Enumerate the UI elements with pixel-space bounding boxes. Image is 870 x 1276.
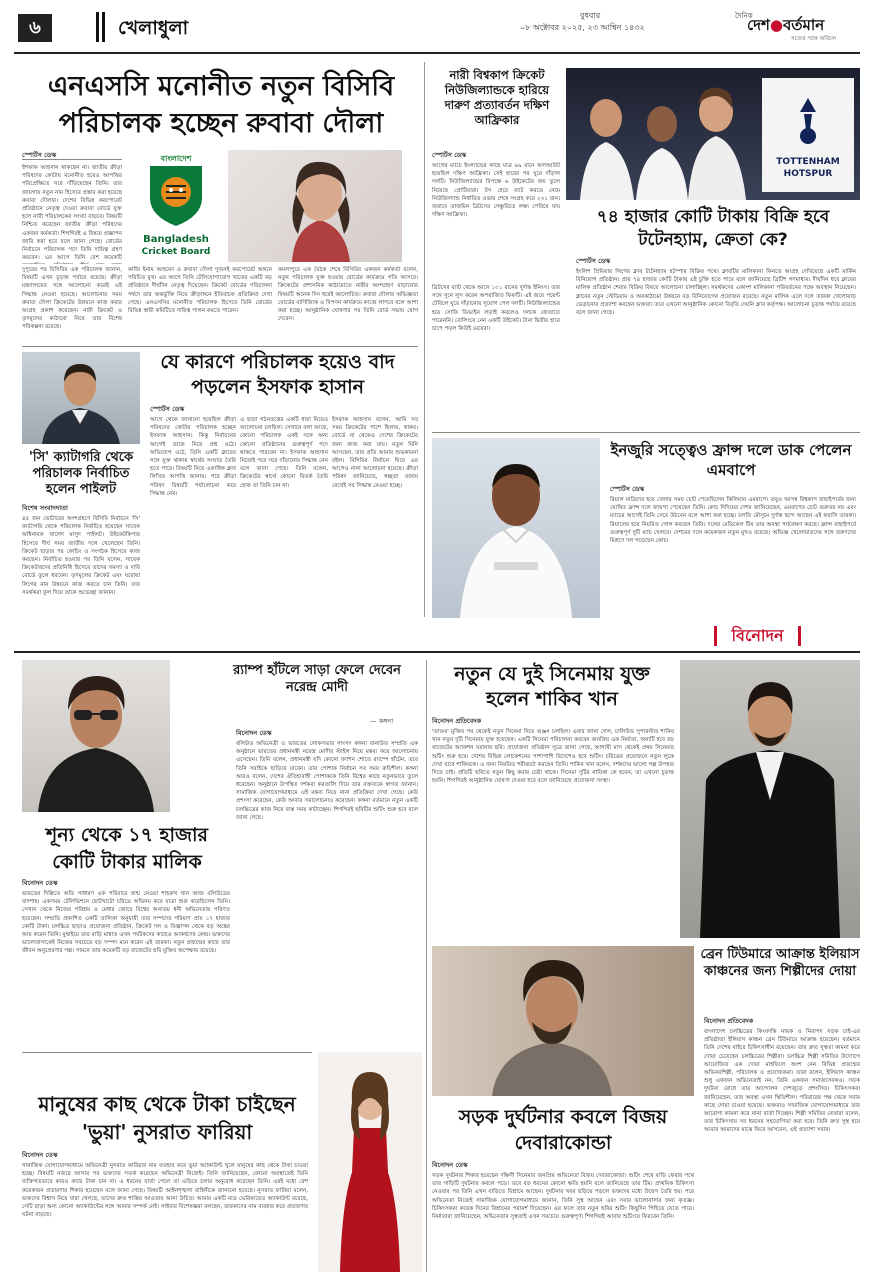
- bcb-logo-image: [128, 150, 224, 262]
- section2-divider: [14, 651, 860, 653]
- story7-byline: বিনোদন ডেস্ক: [236, 729, 272, 737]
- mbappe-photo: [432, 438, 600, 618]
- page-number: ৬: [18, 14, 52, 42]
- bcb-logo-line2: Cricket Board: [141, 247, 211, 257]
- bcb-logo-bn: বাংলাদেশ: [160, 154, 192, 163]
- entertainment-section-title: বিনোদন: [731, 625, 784, 645]
- rubaba-dowla-photo: [228, 150, 402, 262]
- section-bar-right: [798, 626, 801, 646]
- story7-sub: — কঙ্গনা: [370, 717, 394, 725]
- story10-headline: ব্রেন টিউমারে আক্রান্ত ইলিয়াস কাঞ্চনের জন্য শিল্পীদের দোয়া: [700, 947, 860, 979]
- section-bars-icon: [96, 12, 108, 42]
- story2-byline: স্পোর্টস ডেস্ক: [150, 405, 185, 413]
- story5-body: ইংলিশ প্রিমিয়ার লিগের ক্লাব টটেনহ্যাম হটস্পার বিক্রির পথে। ক্লাবটির মালিকানা কিনতে আগ্রহ দেখিয়েছে একটি মার্কিন বিনিয়োগ প্রতিষ্ঠান। প্রায় ৭৪ হাজার কোটি টাকায় এই চুক্তি হতে পারে বলে জানিয়েছে ব্রিটিশ গণমাধ্যম। দীর্ঘদিন ধরে ক্লাবের মালিক প্রতিষ্ঠান শেয়ার বিক্রির বিষয়ে আলোচনা চালাচ্ছিল। সমর্থকদের একাংশ মালিকানা পরিবর্তনের পক্ষে অবস্থান নিয়েছেন। ক্লাবের নতুন স্টেডিয়াম ও অবকাঠামো উন্নয়নে বড় বিনিয়োগের প্রয়োজন রয়েছে। নতুন মালিক এলে দলে তারকা খেলোয়াড় ভেড়ানোর প্রত্যাশা করছেন ভক্তরা। তবে এখনো আনুষ্ঠানিক কোনো বিবৃতি দেয়নি ক্লাব কর্তৃপক্ষ। আলোচনা চূড়ান্ত পর্যায়ে রয়েছে বলে জানা গেছে।: [576, 269, 856, 317]
- story3-headline: 'সি' ক্যাটাগরি থেকে পরিচালক নির্বাচিত হলেন পাইলট: [28, 450, 134, 497]
- story6-body: রিয়াল মাদ্রিদের হয়ে খেলার সময় চোট পেয়েছিলেন কিলিয়ান এমবাপে। তবুও আসন্ন বিশ্বকাপ বাছাইপর্বের জন্য ঘোষিত ফ্রান্স দলে জায়গা পেয়েছেন তিনি। কোচ দিদিয়ের দেশম জানিয়েছেন, এমবাপের চোট গুরুতর নয় এবং ম্যাচের আগেই তিনি সেরে উঠবেন বলে আশা করা হচ্ছে। চলতি মৌসুমে দুর্দান্ত ছন্দে আছেন এই ফরাসি তারকা। রিয়ালের হয়ে নিয়মিত গোল করছেন তিনি। দলের মেডিকেল টিম তার অবস্থা পর্যবেক্ষণ করছে। ফ্রান্স বাছাইপর্বে গুরুত্বপূর্ণ দুটি ম্যাচ খেলবে। দেশমের দলে কয়েকজন নতুন মুখও রয়েছে। অভিজ্ঞ খেলোয়াড়দের সঙ্গে তরুণদের মিশ্রণে দল গড়েছেন কোচ।: [610, 497, 856, 545]
- story1-byline-rule: [22, 159, 122, 160]
- story4-headline: নারী বিশ্বকাপ ক্রিকেট নিউজিল্যান্ডকে হারিয়ে দারুণ প্রত্যাবর্তন দক্ষিণ আফ্রিকার: [444, 68, 550, 127]
- story11-body: সামাজিক যোগাযোগমাধ্যমে অভিনেত্রী নুসরাত ফারিয়ার নাম ব্যবহার করে ভুয়া অ্যাকাউন্ট খুলে মানুষের কাছ থেকে টাকা চাওয়া হচ্ছে। বিষয়টি নজরে আসার পর ভক্তদের সতর্ক করেছেন অভিনেত্রী নিজেই। তিনি জানিয়েছেন, কোনো অবস্থাতেই তিনি ব্যক্তিগতভাবে কারও কাছে টাকা চান না। এ ধরনের বার্তা পেলে তা এড়িয়ে চলার অনুরোধ করেছেন তিনি। এরই মধ্যে বেশ কয়েকজন প্রতারণার শিকার হয়েছেন বলে জানা গেছে। বিষয়টি আইনশৃঙ্খলা বাহিনীকে জানানো হয়েছে। নুসরাত ফারিয়া বলেন, ভক্তদের বিশ্বাস নিয়ে যারা খেলছে, তাদের দ্রুত শাস্তির আওতায় আনা উচিত। আমার একটি মাত্র ভেরিফায়েড অ্যাকাউন্ট রয়েছে, সেটি ছাড়া অন্য কোনো অ্যাকাউন্টের সঙ্গে আমার সম্পর্ক নেই। সাইবার বিশেষজ্ঞরা বলছেন, তারকাদের নাম ব্যবহার করে প্রতারণার ঘটনা বাড়ছে।: [22, 1163, 308, 1219]
- header-date: ০৮ অক্টোবর ২০২৫, ২৩ আশ্বিন ১৪৩২: [520, 23, 645, 32]
- story8-headline: শূন্য থেকে ১৭ হাজার কোটি টাকার মালিক: [45, 824, 208, 873]
- left-mid-rule: [22, 1052, 312, 1053]
- story1-byline: স্পোর্টস ডেস্ক: [22, 151, 57, 159]
- story12-byline: বিনোদন ডেস্ক: [432, 1161, 468, 1169]
- masthead-daily: দৈনিক: [735, 12, 753, 20]
- tottenham-crest-line2: HOTSPUR: [783, 169, 833, 179]
- story8-byline: বিনোদন ডেস্ক: [22, 879, 58, 887]
- story1-col4: কমলাপুরে এক বৈঠক শেষে বিসিবির একজন কর্মকর্তা বলেন, নতুন পরিচালক যুক্ত হওয়ায় বোর্ডের কার্যক্রমে গতি আসবে। ক্রিকেটের প্রশাসনিক কাঠামোতে নারীর অংশগ্রহণ বাড়ানোর বিষয়টি অনেক দিন ধরেই আলোচিত। রুবাবা দৌলার অভিজ্ঞতা বোর্ডের বাণিজ্যিক ও বিপণন কার্যক্রমে কাজে লাগবে বলে আশা করা হচ্ছে। আনুষ্ঠানিক ঘোষণার পর তিনি বোর্ড সভায় যোগ দেবেন।: [278, 267, 418, 323]
- masthead-logo: [735, 8, 865, 48]
- story5-byline: স্পোর্টস ডেস্ক: [576, 257, 611, 265]
- story9-byline: বিনোদন প্রতিবেদক: [432, 717, 482, 725]
- story2-col2: এ ছাড়া গঠনতন্ত্রের একটি ধারা নিয়েও আলোচনা চলছিল। সেখানে বলা আছে, কোনো পরিচালক একই সঙ্গে অন্য কোনো প্রতিষ্ঠানের গুরুত্বপূর্ণ পদে থাকতে পারবেন না। ইসফাক আহসান নিজেই পরে সরে দাঁড়ানোর সিদ্ধান্ত নেন বলে জানা গেছে। তিনি বলেন, ক্রিকেটের স্বার্থে কোনো বিতর্ক তৈরি হোক তা তিনি চান না।: [240, 417, 328, 489]
- masthead-name-a: দেশ: [747, 16, 770, 34]
- shakib-khan-photo: [680, 660, 860, 938]
- story2-col3: ইসফাক আহসান বলেন, আমি সব সময় ক্রিকেটের পাশে ছিলাম, থাকব। বোর্ডে না থেকেও দেশের ক্রিকেটের জন্য কাজ করা যায়। নতুন যিনি আসছেন, তার প্রতি আমার শুভকামনা রইল। বিসিবির নির্বাচন ঘিরে এর আগেও নানা আলোচনা হয়েছে। ক্রীড়া পরিষদ জানিয়েছে, স্বচ্ছতা বজায় রেখেই সব সিদ্ধান্ত নেওয়া হচ্ছে।: [332, 417, 418, 489]
- story6-byline: স্পোর্টস ডেস্ক: [610, 485, 645, 493]
- story7-headline: র‍্যাম্প হাঁটলে সাড়া ফেলে দেবেন নরেন্দ্র মোদী: [233, 663, 401, 695]
- pilot-photo: [22, 352, 140, 444]
- story4-col1: আগের ম্যাচে ইংল্যান্ডের কাছে মাত্র ৬৯ রানে অলআউট হয়েছিল দক্ষিণ আফ্রিকা। সেই হারের পর ঘুরে দাঁড়াল দলটি। নিউজিল্যান্ডের বিপক্ষে ৬ উইকেটের জয় তুলে নিয়েছে প্রোটিয়ারা। টস হেরে ব্যাট করতে নেমে নিউজিল্যান্ড নির্ধারিত ওভার শেষে সংগ্রহ করে ২৩১ রান। জবাবে তাজমিন ব্রিটসের সেঞ্চুরিতে লক্ষ্য পেরিয়ে যায় দক্ষিণ আফ্রিকা।: [432, 163, 560, 219]
- story4-byline: স্পোর্টস ডেস্ক: [432, 151, 467, 159]
- tottenham-players-photo: [566, 68, 860, 200]
- kangana-photo: [318, 1052, 422, 1272]
- story1-bottom-rule: [22, 346, 418, 347]
- header-day: বুধবার: [580, 11, 601, 20]
- story2-col1: আগে থেকে জানানো হয়েছিল ক্রীড়া পরিষদের কোটায় পরিচালক হচ্ছেন ইসফাক আহসান। কিন্তু নির্বাচনের আগেই তাকে নিয়ে প্রশ্ন ওঠে। অভিযোগ ওঠে, তিনি একটি ক্লাবের সঙ্গে যুক্ত থাকায় স্বার্থের সংঘাত তৈরি হতে পারে। বিষয়টি নিয়ে একাধিক ক্লাব লিখিত আপত্তি জানায়। পরে ক্রীড়া পরিষদ বিষয়টি পর্যালোচনা করে সিদ্ধান্ত নেয়।: [150, 417, 236, 497]
- bcb-logo-line1: Bangladesh: [143, 234, 209, 245]
- entertainment-section-label: [690, 624, 825, 648]
- story3-byline: বিশেষ সংবাদদাতা: [22, 504, 68, 512]
- masthead-dot-icon: ●: [769, 16, 783, 34]
- story4-col2: ব্রিটসের ব্যাট থেকে আসে ১০১ রানের দুর্দান্ত ইনিংস। তার সঙ্গে সুনে লুস করেন অপরাজিত ফিফটি। এই জয়ে পয়েন্ট টেবিলে ঘুরে দাঁড়ানোর সুযোগ পেল দলটি। নিউজিল্যান্ডের হয়ে সোফি ডিভাইন লড়াই করলেও দলকে জেতাতে পারেননি। বোলিংয়ে নেন একটি উইকেট। টানা দ্বিতীয় হারে চাপে পড়ল কিউই মেয়েরা।: [432, 285, 560, 333]
- header-divider: [14, 52, 860, 54]
- masthead-name-b: বর্তমান: [782, 16, 825, 34]
- section-bar-left: [714, 626, 717, 646]
- page-header: [0, 0, 870, 58]
- story7-body: বলিউড অভিনেত্রী ও ভারতের লোকসভার সাংসদ কঙ্গনা রানাউত সম্প্রতি এক অনুষ্ঠানে ভারতের প্রধানমন্ত্রী নরেন্দ্র মোদীর স্টাইল নিয়ে মন্তব্য করে আলোচনায় এসেছেন। তিনি বলেন, প্রধানমন্ত্রী যদি কোনো ফ্যাশন শোতে র‍্যাম্পে হাঁটেন, তবে তিনি সবাইকে ছাড়িয়ে যাবেন। তার পোশাক নির্বাচন সব সময় রুচিশীল। কঙ্গনা আরও বলেন, দেশের ঐতিহ্যবাহী পোশাককে তিনি বিশ্বের কাছে নতুনভাবে তুলে ধরেছেন। অনুষ্ঠানে উপস্থিত দর্শকরা করতালি দিয়ে তার বক্তব্যকে স্বাগত জানান। সামাজিক যোগাযোগমাধ্যমে এই মন্তব্য নিয়ে নানা প্রতিক্রিয়া দেখা গেছে। কেউ প্রশংসা করেছেন, কেউ আবার সমালোচনাও করেছেন। কঙ্গনা বর্তমানে নতুন একটি চলচ্চিত্রের কাজ নিয়ে ব্যস্ত সময় কাটাচ্ছেন। শিগগিরই ছবিটির শুটিং শুরু হবে বলে জানা গেছে।: [236, 741, 418, 821]
- story3-body: ৪৫ জন ভোটারের অংশগ্রহণে বিসিবি নির্বাচনে 'সি' ক্যাটাগরি থেকে পরিচালক নির্বাচিত হয়েছেন সাবেক অধিনায়ক খালেদ মাসুদ পাইলট। উইকেটকিপার হিসেবে দীর্ঘ সময় জাতীয় দলে খেলেছেন তিনি। ক্রিকেট ছাড়ার পর কোচিং ও সংগঠক হিসেবে কাজ করছেন। নির্বাচিত হওয়ার পর তিনি বলেন, সাবেক ক্রিকেটারদের প্রতিনিধি হিসেবে তাদের সমস্যা ও দাবি বোর্ডে তুলে ধরবেন। তৃণমূলের ক্রিকেট এবং ঘরোয়া লিগের মান উন্নয়নে কাজ করতে চান তিনি। তার সমর্থকরা ফুল দিয়ে তাকে শুভেচ্ছা জানান।: [22, 516, 140, 596]
- story10-byline: বিনোদন প্রতিবেদক: [704, 1017, 754, 1025]
- story9-body: 'তাণ্ডব' মুক্তির পর থেকেই নতুন সিনেমা নিয়ে গুঞ্জন চলছিল। এবার জানা গেল, ঢালিউড সুপারস্টার শাকিব খান নতুন দুটি সিনেমায় যুক্ত হয়েছেন। একটি সিনেমা পরিচালনা করবেন জনপ্রিয় এক নির্মাতা, অন্যটি হবে বড় বাজেটের অ্যাকশন ঘরানার ছবি। প্রযোজনা প্রতিষ্ঠান সূত্রে জানা গেছে, আগামী মাস থেকেই প্রথম সিনেমার শুটিং শুরু হবে। দেশের বিভিন্ন লোকেশনের পাশাপাশি বিদেশেও হবে শুটিং। চরিত্রের প্রয়োজনে নতুন লুকে দেখা যাবে শাকিবকে। এ জন্য নিয়মিত শরীরচর্চা করছেন তিনি। শাকিব খান বলেন, দর্শকদের ভালো গল্প উপহার দিতে চাই। প্রতিটি ছবিতে নতুন কিছু করার চেষ্টা থাকে। সিনেমা দুটির নায়িকা কে হবেন, তা এখনো চূড়ান্ত হয়নি। শিগগিরই আনুষ্ঠানিক ঘোষণা দেওয়া হবে বলে জানিয়েছে প্রযোজনা সংস্থা।: [432, 729, 674, 785]
- section-title: খেলাধুলা: [118, 17, 189, 39]
- story1-col2: দুপুরের পর বিসিবির এক পরিচালক জানান, বিষয়টি এখন চূড়ান্ত পর্যায়ে রয়েছে। ক্রীড়া মন্ত্রণালয়ের সঙ্গে আলোচনা করেই এই সিদ্ধান্ত নেওয়া হয়েছে। আলোচনার সময় রুবাবা দৌলা ক্রিকেটের উন্নয়নে কাজ করার আগ্রহ প্রকাশ করেছেন। নারী ক্রিকেট ও তৃণমূলের কাঠামো নিয়ে তার বিশেষ পরিকল্পনা রয়েছে।: [22, 267, 122, 331]
- story9-headline: নতুন যে দুই সিনেমায় যুক্ত হলেন শাকিব খান: [454, 663, 650, 710]
- story12-headline: সড়ক দুর্ঘটনার কবলে বিজয় দেবারাকোন্ডা: [458, 1106, 668, 1154]
- story5-bottom-rule: [432, 432, 860, 433]
- tottenham-crest-line1: TOTTENHAM: [776, 157, 840, 167]
- story5-headline: ৭৪ হাজার কোটি টাকায় বিক্রি হবে টটেনহ্যাম, ক্রেতা কে?: [596, 207, 830, 250]
- shah-rukh-khan-photo: [22, 660, 170, 812]
- story1-col1: ইশফাক আহসান থাকছেন না। জাতীয় ক্রীড়া পরিষদের কোটায় মনোনীত হয়েও আপত্তির পরিপ্রেক্ষিতে সরে দাঁড়িয়েছেন তিনি। তার জায়গায় নতুন নাম হিসেবে প্রস্তাব করা হয়েছে রুবাবা দৌলার। দেশের বিভিন্ন করপোরেট প্রতিষ্ঠানে নেতৃত্ব দেওয়া রুবাবা বোর্ডে যুক্ত হলে নারী পরিচালকের সংখ্যা বাড়বে। বিষয়টি নিশ্চিত করেছেন জাতীয় ক্রীড়া পরিষদের একজন কর্মকর্তা। শিগগিরই এ বিষয়ে প্রজ্ঞাপন জারি করা হবে বলে জানা গেছে। বোর্ডের নির্বাচনে পরিচালক পদে তিনি দায়িত্ব গ্রহণ করবেন। এর আগে তিনি বেশ কয়েকটি: [22, 165, 122, 262]
- story10-body: বাংলাদেশ চলচ্চিত্রের কিংবদন্তি নায়ক ও নিরাপদ সড়ক চাই-এর প্রতিষ্ঠাতা ইলিয়াস কাঞ্চন ব্রেন টিউমারে আক্রান্ত হয়েছেন। বর্তমানে তিনি দেশের বাইরে চিকিৎসাধীন রয়েছেন। তার দ্রুত সুস্থতা কামনা করে দোয়া চেয়েছেন চলচ্চিত্রের শিল্পীরা। চলচ্চিত্র শিল্পী সমিতির উদ্যোগে আয়োজিত এক দোয়া মাহফিলে অংশ নেন বিভিন্ন প্রজন্মের অভিনয়শিল্পী, পরিচালক ও প্রযোজকরা। তারা বলেন, ইলিয়াস কাঞ্চন শুধু একজন অভিনেতাই নন, তিনি একজন সমাজসেবকও। সড়ক দুর্ঘটনা রোধে তার আন্দোলন দেশজুড়ে প্রশংসিত। চিকিৎসকরা জানিয়েছেন, তার অবস্থা এখন স্থিতিশীল। পরিবারের পক্ষ থেকে সবার কাছে দোয়া চাওয়া হয়েছে। ভক্তরাও সামাজিক যোগাযোগমাধ্যমে তার আরোগ্য কামনা করে নানা বার্তা দিচ্ছেন। শিল্পী সমিতির নেতারা বলেন, তার চিকিৎসায় সব ধরনের সহযোগিতা করা হবে। তিনি দ্রুত সুস্থ হয়ে আবার আমাদের মাঝে ফিরে আসবেন, এই প্রত্যাশা সবার।: [704, 1029, 860, 1134]
- story2-headline: যে কারণে পরিচালক হয়েও বাদ পড়লেন ইসফাক হাসান: [160, 351, 395, 398]
- story1-headline: এনএসসি মনোনীত নতুন বিসিবি পরিচালক হচ্ছেন রুবাবা দৌলা: [47, 71, 395, 139]
- vijay-deverakonda-photo: [432, 946, 694, 1096]
- story11-headline: মানুষের কাছ থেকে টাকা চাইছেন 'ভুয়া' নুসরাত ফারিয়া: [38, 1092, 296, 1144]
- column-divider-left: [424, 62, 425, 617]
- story1-col3: কাজি ইনাম আহমেদ ও রুবাবা দৌলা দুজনই করপোরেট অঙ্গনে পরিচিত মুখ। এর আগে তিনি টেলিযোগাযোগ খাতের একটি বড় প্রতিষ্ঠানে দীর্ঘদিন নেতৃত্ব দিয়েছেন। ক্রিকেট বোর্ডের পরিচালনা পর্ষদে তার অন্তর্ভুক্তি নিয়ে ক্রীড়াঙ্গনে ইতিবাচক প্রতিক্রিয়া দেখা গেছে। এনএসসির মনোনীত পরিচালক হিসেবে তিনি বোর্ডের বিভিন্ন স্থায়ী কমিটিতে দায়িত্ব পালন করতে পারেন।: [128, 267, 272, 315]
- story8-body: ভারতের দিল্লিতে অতি সাধারণ এক পরিবারে জন্ম নেওয়া শাহরুখ খান আজ বলিউডের বাদশাহ। একসময় টেলিভিশনে ছোটখাটো চরিত্রে অভিনয় করে যাত্রা শুরু করেছিলেন তিনি। সেখান থেকে নিজের পরিশ্রম ও মেধার জোরে বিশ্বের অন্যতম ধনী অভিনেতায় পরিণত হয়েছেন। সম্প্রতি প্রকাশিত একটি তালিকা অনুযায়ী তার সম্পদের পরিমাণ প্রায় ১৭ হাজার কোটি টাকা। চলচ্চিত্র ছাড়াও প্রযোজনা প্রতিষ্ঠান, ক্রিকেট দল ও বিজ্ঞাপন থেকে বড় অঙ্কের আয় করেন তিনি। মুম্বাইয়ে তার বাড়ি মান্নাত এখন পর্যটকদের কাছেও আকর্ষণের কেন্দ্র। ভক্তদের ভালোবাসাকেই নিজের সবচেয়ে বড় সম্পদ মনে করেন এই তারকা। নতুন প্রজন্মের কাছে তার জীবন অনুপ্রেরণার গল্প। সামনে তার কয়েকটি বড় বাজেটের ছবি মুক্তির অপেক্ষায় রয়েছে।: [22, 891, 230, 955]
- column-divider-right: [426, 660, 427, 1272]
- story6-headline: ইনজুরি সত্ত্বেও ফ্রান্স দলে ডাক পেলেন এমবাপে: [610, 441, 852, 479]
- masthead-tagline: সত্যের পক্ষে অবিচল: [791, 36, 836, 42]
- story11-byline: বিনোদন ডেস্ক: [22, 1151, 58, 1159]
- story12-body: সড়ক দুর্ঘটনার শিকার হয়েছেন দক্ষিণী সিনেমার জনপ্রিয় অভিনেতা বিজয় দেবারাকোন্ডা। শুটিং শেষে বাড়ি ফেরার পথে তার গাড়িটি দুর্ঘটনার কবলে পড়ে। তবে বড় ধরনের কোনো ক্ষতি হয়নি বলে জানিয়েছে তার টিম। প্রাথমিক চিকিৎসা নেওয়ার পর তিনি এখন বাড়িতে বিশ্রামে আছেন। দুর্ঘটনার খবর ছড়িয়ে পড়লে ভক্তদের মধ্যে উদ্বেগ তৈরি হয়। পরে অভিনেতা নিজেই সামাজিক যোগাযোগমাধ্যমে জানান, তিনি সুস্থ আছেন এবং সবার ভালোবাসার জন্য কৃতজ্ঞ। চিকিৎসকরা কয়েক দিনের বিশ্রামের পরামর্শ দিয়েছেন। এর ফলে তার নতুন ছবির শুটিং কিছুদিন পিছিয়ে যেতে পারে। নির্মাতারা জানিয়েছেন, অভিনেতার সুস্থতাই এখন সবচেয়ে গুরুত্বপূর্ণ। শিগগিরই আবার শুটিংয়ে ফিরবেন তিনি।: [432, 1173, 694, 1221]
